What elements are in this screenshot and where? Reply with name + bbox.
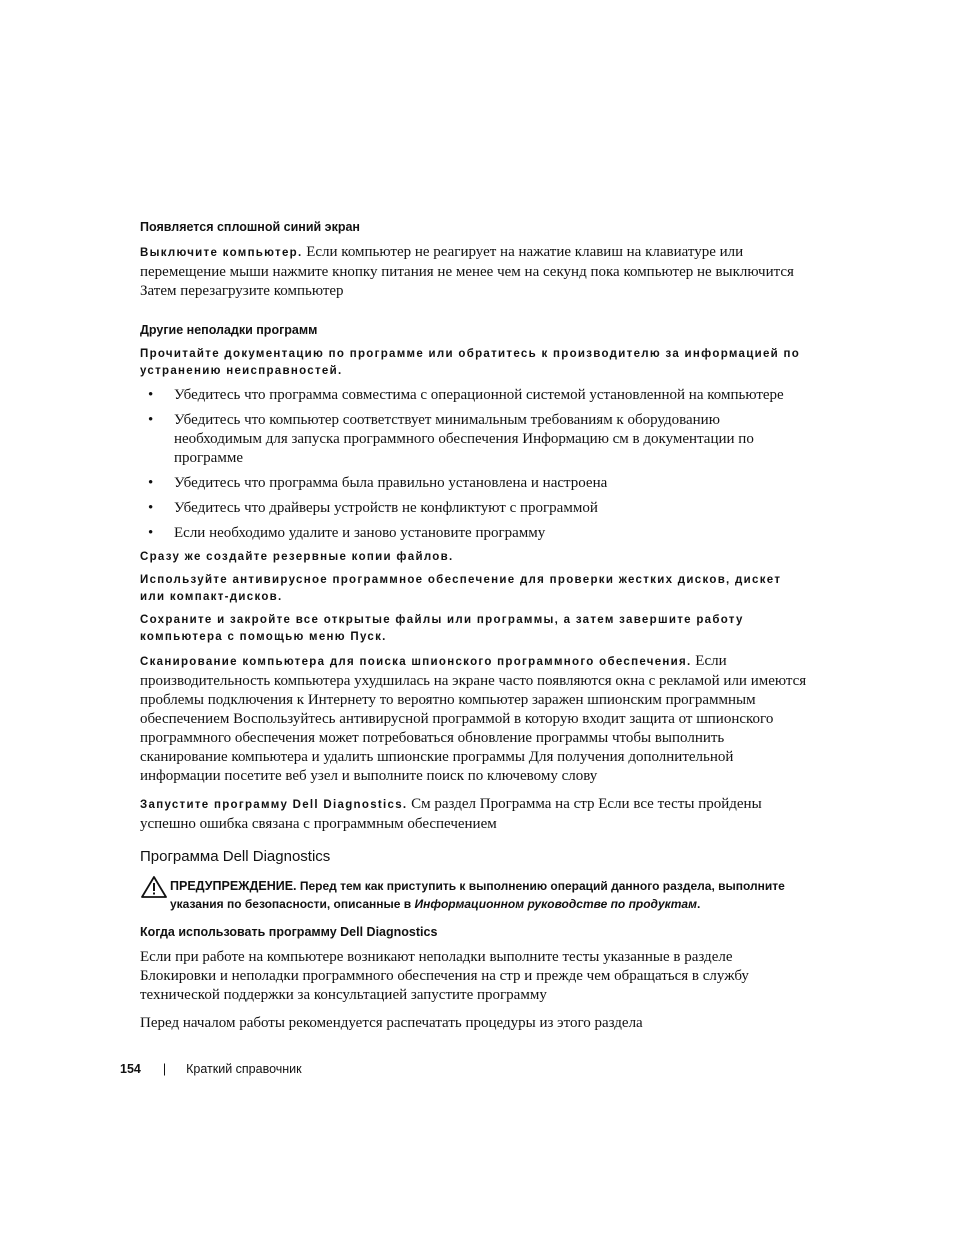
list-item	[140, 499, 810, 518]
warning-end: .	[696, 897, 701, 911]
lead-run-diagnostics: Запустите программу Dell Diagnostics.	[140, 799, 408, 811]
paragraph-blue-screen	[140, 243, 810, 301]
text-turn-off: Если компьютер не реагирует на нажатие клавиш на клавиатуре или перемещение мыши нажмите кнопку питания не менее чем на секунд пока компьютер не выключится Затем перезагрузите компьютер	[140, 244, 794, 299]
bullet: •	[148, 500, 154, 516]
footer-separator: |	[162, 1062, 167, 1076]
warning-triangle-icon	[140, 875, 170, 904]
footer-title: Краткий справочник	[186, 1062, 302, 1076]
bullet: •	[148, 387, 154, 403]
paragraph-print-procedures: Перед началом работы рекомендуется распечатать процедуры из этого раздела	[140, 1015, 643, 1031]
list-item-text: Если необходимо удалите и заново установите программу	[174, 525, 546, 541]
paragraph-when-to-use: Если при работе на компьютере возникают неполадки выполните тесты указанные в разделе Блокировки и неполадки программного обеспечения на стр и прежде чем обращаться в службу технической поддержки за консультацией запустите программу	[140, 949, 749, 1003]
list-item-text: Убедитесь что программа совместима с операционной системой установленной на компьютере	[174, 387, 784, 403]
sub-heading-when-to-use: Когда использовать программу Dell Diagnostics	[140, 925, 438, 939]
page-number: 154	[120, 1062, 141, 1076]
warning-doc-title: Информационном руководстве по продуктам	[414, 897, 697, 911]
page-footer	[120, 1062, 302, 1076]
section-heading-dell-diagnostics: Программа Dell Diagnostics	[140, 848, 331, 865]
bullet: •	[148, 412, 154, 428]
lead-read-docs: Прочитайте документацию по программе или обратитесь к производителю за информацией по устранению неисправностей.	[140, 348, 801, 377]
list-item	[140, 386, 810, 405]
text-run-diagnostics: См раздел Программа на стр Если все тесты пройдены успешно ошибка связана с программным обеспечением	[140, 796, 762, 832]
checklist	[140, 386, 810, 543]
list-item-text: Убедитесь что драйверы устройств не конфликтуют с программой	[174, 500, 598, 516]
lead-spyware: Сканирование компьютера для поиска шпионского программного обеспечения.	[140, 656, 692, 668]
warning-body: Перед тем как приступить к выполнению операций данного раздела, выполните указания по безопасности, описанные в	[170, 879, 785, 911]
lead-turn-off: Выключите компьютер.	[140, 247, 303, 259]
bullet: •	[148, 525, 154, 541]
bullet: •	[148, 475, 154, 491]
section-heading-blue-screen: Появляется сплошной синий экран	[140, 220, 360, 234]
page-content	[140, 220, 810, 1042]
lead-backup: Сразу же создайте резервные копии файлов.	[140, 551, 454, 563]
warning-label: ПРЕДУПРЕЖДЕНИЕ.	[170, 879, 297, 893]
section-heading-other-software: Другие неполадки программ	[140, 323, 318, 337]
list-item	[140, 474, 810, 493]
lead-close-files: Сохраните и закройте все открытые файлы или программы, а затем завершите работу компьютера с помощью меню Пуск.	[140, 614, 744, 643]
section-other-software	[140, 323, 810, 834]
warning-text	[170, 875, 810, 913]
paragraph-spyware	[140, 652, 810, 786]
list-item-text: Убедитесь что программа была правильно установлена и настроена	[174, 475, 608, 491]
text-spyware: Если производительность компьютера ухудшилась на экране часто появляются окна с рекламой или имеются проблемы подключения к Интернету то вероятно компьютер заражен шпионским программным обеспечением Воспользуйтесь антивирусной программой в которую входит защита от шпионского программного обеспечения может потребоваться обновление программы чтобы выполнить сканирование компьютера и удалить шпионские программы Для получения дополнительной информации посетите веб узел и выполните поиск по ключевому слову	[140, 653, 807, 784]
list-item-text: Убедитесь что компьютер соответствует минимальным требованиям к оборудованию необходимым для запуска программного обеспечения Информацию см в документации по программе	[174, 412, 754, 466]
lead-antivirus: Используйте антивирусное программное обеспечение для проверки жестких дисков, дискет или компакт-дисков.	[140, 574, 782, 603]
list-item	[140, 411, 810, 468]
warning-block	[140, 875, 810, 913]
list-item	[140, 524, 810, 543]
paragraph-run-diagnostics	[140, 795, 810, 834]
